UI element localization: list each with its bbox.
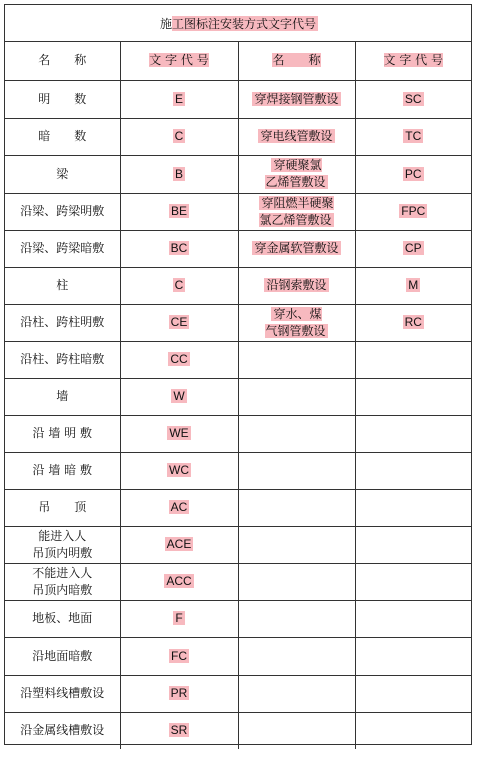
- table-row: [5, 526, 471, 563]
- code-cell: [355, 452, 471, 489]
- code-cell: [355, 80, 471, 118]
- code-cell: [355, 193, 471, 230]
- name-cell-text: 梁: [56, 166, 69, 181]
- name-cell: [238, 118, 355, 155]
- table-row: [5, 341, 471, 378]
- code-cell: [355, 304, 471, 341]
- table-row: [5, 600, 471, 637]
- name-cell: [238, 452, 355, 489]
- code-cell: [355, 415, 471, 452]
- code-cell: [355, 600, 471, 637]
- name-cell: [238, 80, 355, 118]
- name-cell-text: 能进入人 吊顶内明敷: [32, 528, 93, 560]
- name-cell: [5, 452, 120, 489]
- name-cell: [5, 637, 120, 675]
- table-row: [5, 415, 471, 452]
- name-cell-text: 穿焊接钢管敷设: [254, 91, 339, 106]
- code-cell: [120, 193, 238, 230]
- code-cell-text: AC: [170, 500, 188, 514]
- code-cell-text: WE: [169, 426, 189, 440]
- name-cell-text: 沿地面暗敷: [32, 648, 93, 663]
- code-cell: [120, 267, 238, 304]
- code-cell: [120, 452, 238, 489]
- name-cell: [238, 712, 355, 749]
- code-cell-text: WC: [169, 463, 189, 477]
- code-cell: [355, 675, 471, 712]
- code-cell: [355, 341, 471, 378]
- code-cell: [120, 230, 238, 267]
- name-cell: [238, 230, 355, 267]
- name-cell: [5, 193, 120, 230]
- code-cell: [120, 675, 238, 712]
- name-cell: [238, 675, 355, 712]
- code-cell-text: PC: [404, 166, 422, 181]
- code-cell-text: CP: [404, 241, 422, 255]
- name-cell-text: 穿硬聚氯 乙烯管敷设: [265, 158, 326, 189]
- name-cell-text: 穿水、煤 气钢管敷设: [265, 306, 326, 338]
- name-cell: [238, 489, 355, 526]
- name-cell: [238, 378, 355, 415]
- name-cell-text: 地板、地面: [32, 611, 93, 625]
- code-cell: [355, 489, 471, 526]
- code-cell: [355, 230, 471, 267]
- code-cell-text: M: [408, 278, 419, 292]
- header-code-2-text: 文 字 代 号: [383, 53, 443, 68]
- table-row: [5, 378, 471, 415]
- name-cell: [238, 193, 355, 230]
- name-cell-text: 沿 墙 明 敷: [32, 426, 92, 440]
- name-cell-text: 墙: [56, 389, 69, 403]
- code-cell: [355, 637, 471, 675]
- table-row: [5, 637, 471, 675]
- title-row: [5, 5, 471, 42]
- code-cell-text: PR: [170, 686, 188, 700]
- table-row: [5, 563, 471, 600]
- table-row: [5, 230, 471, 267]
- code-cell: [355, 267, 471, 304]
- code-cell-text: C: [174, 129, 184, 143]
- name-cell-text: 不能进入人 吊顶内暗敷: [32, 565, 93, 597]
- code-cell-text: RC: [404, 315, 422, 329]
- code-cell: [120, 341, 238, 378]
- code-cell: [120, 80, 238, 118]
- code-cell-text: C: [174, 278, 184, 292]
- code-cell-text: FPC: [401, 204, 426, 218]
- table-row: [5, 452, 471, 489]
- name-cell: [5, 415, 120, 452]
- name-cell: [238, 415, 355, 452]
- code-cell-text: F: [175, 611, 183, 625]
- name-cell: [5, 712, 120, 749]
- code-cell: [120, 304, 238, 341]
- name-cell-text: 穿金属软管敷设: [254, 241, 339, 255]
- name-cell-text: 沿金属线槽敷设: [20, 723, 105, 738]
- name-cell-text: 沿 墙 暗 敷: [32, 463, 92, 477]
- table-title: [160, 15, 316, 32]
- name-cell: [238, 267, 355, 304]
- header-row: [5, 42, 471, 80]
- name-cell: [238, 155, 355, 193]
- name-cell-text: 沿钢索敷设: [266, 278, 327, 292]
- header-code-1-text: 文 字 代 号: [149, 53, 209, 68]
- table-row: [5, 304, 471, 341]
- name-cell: [5, 304, 120, 341]
- name-cell: [5, 675, 120, 712]
- name-cell-text: 沿梁、跨梁暗敷: [20, 241, 105, 255]
- name-cell: [5, 378, 120, 415]
- code-cell-text: FC: [171, 648, 187, 663]
- code-cell: [120, 712, 238, 749]
- table-row: [5, 80, 471, 118]
- name-cell: [5, 526, 120, 563]
- code-cell: [120, 526, 238, 563]
- code-cell: [355, 155, 471, 193]
- table-row: [5, 193, 471, 230]
- table-row: [5, 267, 471, 304]
- table-row: [5, 118, 471, 155]
- name-cell: [5, 341, 120, 378]
- code-cell-text: SC: [404, 91, 422, 106]
- header-name-1: [5, 42, 120, 80]
- name-cell: [238, 304, 355, 341]
- code-cell: [120, 118, 238, 155]
- name-cell-text: 沿梁、跨梁明敷: [20, 204, 105, 218]
- name-cell: [5, 230, 120, 267]
- code-cell: [120, 637, 238, 675]
- header-code-2: [355, 42, 471, 80]
- code-cell: [120, 563, 238, 600]
- code-cell-text: TC: [405, 129, 422, 143]
- code-cell: [355, 378, 471, 415]
- name-cell-text: 沿塑料线槽敷设: [20, 686, 105, 700]
- code-cell: [120, 378, 238, 415]
- name-cell-text: 穿阻燃半硬聚 氯乙烯管敷设: [259, 195, 334, 227]
- name-cell: [238, 637, 355, 675]
- code-cell: [355, 563, 471, 600]
- code-cell: [120, 489, 238, 526]
- code-cell-text: ACC: [166, 574, 192, 588]
- code-cell-text: BC: [170, 241, 188, 255]
- code-cell: [120, 415, 238, 452]
- code-cell-text: B: [174, 166, 183, 181]
- code-cell: [355, 118, 471, 155]
- table-row: [5, 489, 471, 526]
- name-cell-text: 沿柱、跨柱明敷: [20, 315, 105, 329]
- code-table-sheet: [4, 4, 472, 745]
- table-row: [5, 712, 471, 749]
- code-cell-text: E: [174, 91, 183, 106]
- table-row: [5, 155, 471, 193]
- name-cell-text: 吊 顶: [38, 500, 87, 514]
- code-cell: [120, 600, 238, 637]
- table-title-text: 施工图标注安装方式文字代号: [159, 16, 316, 31]
- name-cell: [5, 489, 120, 526]
- code-cell-text: W: [173, 389, 185, 403]
- code-cell: [355, 526, 471, 563]
- name-cell: [5, 118, 120, 155]
- name-cell-text: 柱: [56, 278, 69, 292]
- code-cell-text: SR: [170, 723, 188, 738]
- name-cell: [238, 600, 355, 637]
- name-cell: [238, 341, 355, 378]
- code-cell-text: CC: [170, 352, 188, 366]
- header-code-1: [120, 42, 238, 80]
- code-cell-text: ACE: [166, 537, 192, 551]
- name-cell: [5, 563, 120, 600]
- header-name-2: [238, 42, 355, 80]
- name-cell: [5, 155, 120, 193]
- name-cell-text: 沿柱、跨柱暗敷: [20, 352, 105, 366]
- install-method-table: [5, 42, 471, 749]
- code-cell: [355, 712, 471, 749]
- name-cell: [5, 267, 120, 304]
- name-cell-text: 暗 数: [38, 129, 87, 143]
- name-cell: [5, 80, 120, 118]
- header-name-2-text: 名 称: [272, 53, 321, 68]
- name-cell: [5, 600, 120, 637]
- name-cell-text: 明 数: [38, 91, 87, 106]
- code-cell-text: BE: [170, 204, 187, 218]
- code-cell-text: CE: [170, 315, 188, 329]
- name-cell: [238, 526, 355, 563]
- header-name-1-text: 名 称: [38, 53, 87, 68]
- name-cell-text: 穿电线管敷设: [260, 129, 333, 143]
- code-cell: [120, 155, 238, 193]
- name-cell: [238, 563, 355, 600]
- table-row: [5, 675, 471, 712]
